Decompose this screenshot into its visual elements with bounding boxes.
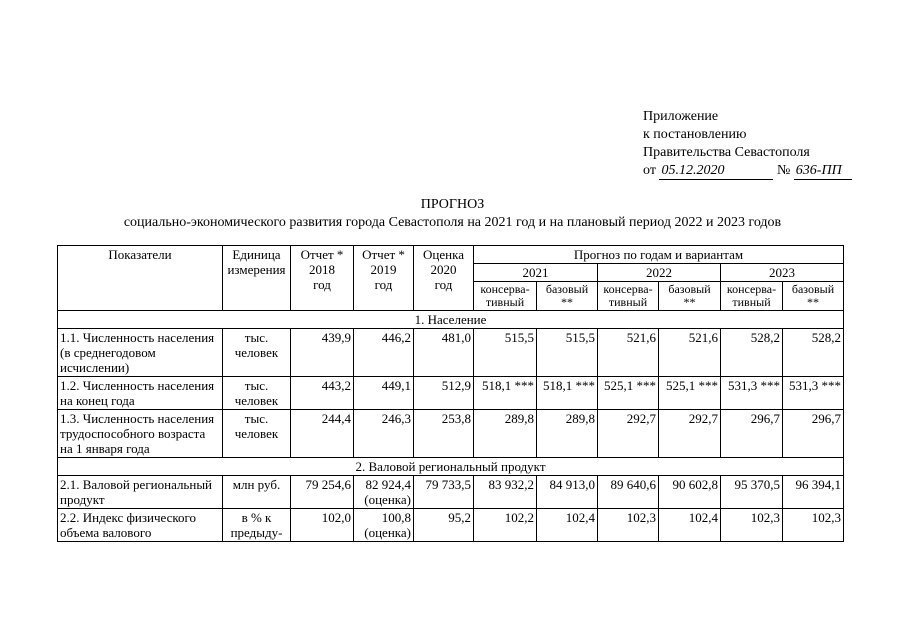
value-cell: 521,6: [598, 329, 659, 377]
header-label: Оценка: [423, 247, 464, 262]
value-cell: 289,8: [474, 410, 537, 458]
header-indicators: Показатели: [58, 246, 223, 311]
table-row: [58, 509, 844, 542]
header-report-2018: [291, 246, 354, 311]
value-cell: 246,3: [354, 410, 414, 458]
table-row: [58, 410, 844, 458]
section-row: [58, 458, 844, 476]
value-cell: 82 924,4 (оценка): [354, 476, 414, 509]
header-variant-base: базовый **: [537, 282, 598, 311]
appendix-line: к постановлению: [643, 127, 747, 142]
from-prefix: от: [643, 163, 656, 178]
header-label: Отчет *: [300, 247, 344, 262]
section-title: 2. Валовой региональный продукт: [58, 458, 844, 476]
section-row: [58, 311, 844, 329]
document-title: [0, 196, 905, 232]
indicator-unit: тыс. человек: [223, 410, 291, 458]
header-year-unit: год: [313, 277, 331, 292]
value-cell: 292,7: [598, 410, 659, 458]
indicator-name: 1.1. Численность населения (в среднегодовом исчислении): [58, 329, 223, 377]
value-cell: 481,0: [414, 329, 474, 377]
table-row: [58, 377, 844, 410]
table-row: [58, 476, 844, 509]
value-cell: 95,2: [414, 509, 474, 542]
appendix-block: [643, 108, 852, 180]
header-year: 2019: [370, 262, 397, 277]
value-cell: 289,8: [537, 410, 598, 458]
value-cell: 102,0: [291, 509, 354, 542]
value-cell: 528,2: [783, 329, 844, 377]
header-year-2021: 2021: [474, 264, 598, 282]
indicator-unit: тыс. человек: [223, 329, 291, 377]
header-label: Отчет *: [362, 247, 405, 262]
value-cell: 515,5: [537, 329, 598, 377]
header-row: [58, 246, 844, 264]
section-title: 1. Население: [58, 311, 844, 329]
value-cell: 253,8: [414, 410, 474, 458]
value-cell: 100,8 (оценка): [354, 509, 414, 542]
value-cell: 102,4: [537, 509, 598, 542]
header-variant-conservative: консерва-тивный: [598, 282, 659, 311]
value-cell: 102,2: [474, 509, 537, 542]
header-variant-base: базовый **: [659, 282, 721, 311]
value-cell: 515,5: [474, 329, 537, 377]
header-year-2022: 2022: [598, 264, 721, 282]
header-forecast: Прогноз по годам и вариантам: [474, 246, 844, 264]
value-cell: 525,1 ***: [659, 377, 721, 410]
indicator-name: 2.2. Индекс физического объема валового: [58, 509, 223, 542]
appendix-line: Приложение: [643, 109, 719, 124]
value-cell: 521,6: [659, 329, 721, 377]
header-year-unit: год: [374, 277, 393, 292]
value-cell: 512,9: [414, 377, 474, 410]
value-cell: 528,2: [721, 329, 783, 377]
header-year: 2018: [309, 262, 335, 277]
value-cell: 531,3 ***: [783, 377, 844, 410]
appendix-date-line: [643, 162, 852, 180]
value-cell: 518,1 ***: [537, 377, 598, 410]
value-cell: 79 254,6: [291, 476, 354, 509]
value-cell: 89 640,6: [598, 476, 659, 509]
value-cell: 96 394,1: [783, 476, 844, 509]
table-body: [58, 246, 844, 542]
value-cell: 296,7: [783, 410, 844, 458]
header-unit: Единица измерения: [223, 246, 291, 311]
value-cell: 95 370,5: [721, 476, 783, 509]
handwritten-date: 05.12.2020: [659, 163, 773, 180]
value-cell: 90 602,8: [659, 476, 721, 509]
indicator-unit: в % к предыду-: [223, 509, 291, 542]
value-cell: 446,2: [354, 329, 414, 377]
indicator-unit: тыс. человек: [223, 377, 291, 410]
value-cell: 102,3: [783, 509, 844, 542]
header-year-unit: год: [434, 277, 453, 292]
value-cell: 83 932,2: [474, 476, 537, 509]
value-cell: 525,1 ***: [598, 377, 659, 410]
value-cell: 292,7: [659, 410, 721, 458]
indicator-unit: млн руб.: [223, 476, 291, 509]
value-cell: 102,4: [659, 509, 721, 542]
number-prefix: №: [776, 163, 791, 178]
value-cell: 296,7: [721, 410, 783, 458]
value-cell: 443,2: [291, 377, 354, 410]
value-cell: 102,3: [598, 509, 659, 542]
appendix-line: Правительства Севастополя: [643, 145, 810, 160]
header-variant-conservative: консерва-тивный: [721, 282, 783, 311]
header-estimate-2020: [414, 246, 474, 311]
header-year-2023: 2023: [721, 264, 844, 282]
value-cell: 449,1: [354, 377, 414, 410]
handwritten-number: 636-ПП: [794, 163, 852, 180]
header-year: 2020: [430, 262, 457, 277]
value-cell: 439,9: [291, 329, 354, 377]
table-row: [58, 329, 844, 377]
header-variant-conservative: консерва-тивный: [474, 282, 537, 311]
value-cell: 84 913,0: [537, 476, 598, 509]
value-cell: 531,3 ***: [721, 377, 783, 410]
indicator-name: 1.3. Численность населения трудоспособного возраста на 1 января года: [58, 410, 223, 458]
header-report-2019: [354, 246, 414, 311]
indicator-name: 2.1. Валовой региональный продукт: [58, 476, 223, 509]
title-subtitle: социально-экономического развития города Севастополя на 2021 год и на плановый период 2022 и 2023 годов: [123, 215, 782, 230]
value-cell: 102,3: [721, 509, 783, 542]
value-cell: 518,1 ***: [474, 377, 537, 410]
forecast-table: [57, 245, 844, 542]
indicator-name: 1.2. Численность населения на конец года: [58, 377, 223, 410]
value-cell: 79 733,5: [414, 476, 474, 509]
title-heading: ПРОГНОЗ: [420, 197, 485, 212]
value-cell: 244,4: [291, 410, 354, 458]
header-variant-base: базовый **: [783, 282, 844, 311]
